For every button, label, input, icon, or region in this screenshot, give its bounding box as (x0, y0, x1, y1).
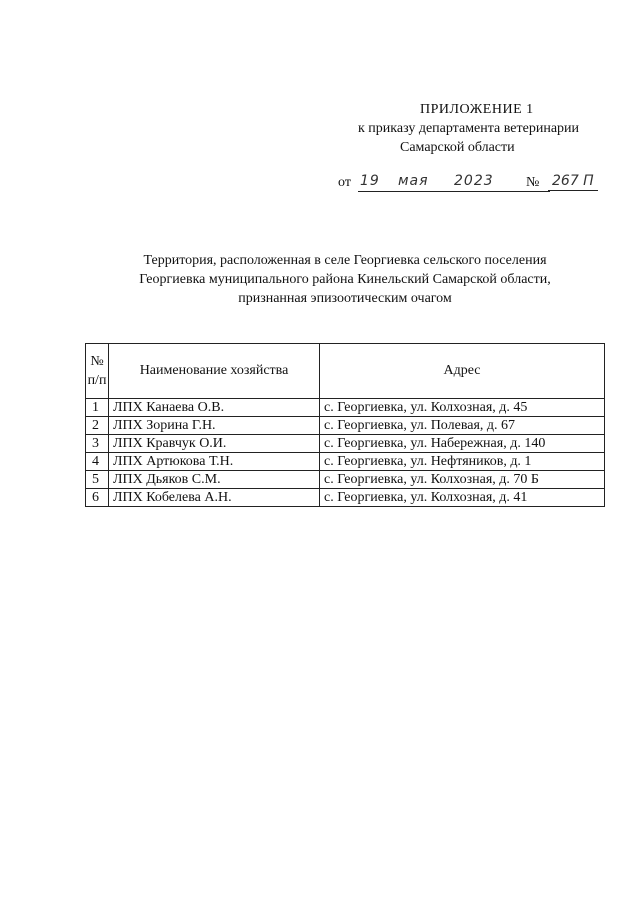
table-row (86, 399, 605, 417)
row-address: с. Георгиевка, ул. Колхозная, д. 70 Б (320, 471, 605, 489)
title-line-2: Георгиевка муниципального района Кинельский Самарской области, (139, 272, 551, 287)
title-line-3: признанная эпизоотическим очагом (238, 291, 452, 306)
row-number: 6 (86, 489, 109, 507)
header-number (86, 344, 109, 399)
header-farm-name: Наименование хозяйства (109, 344, 320, 399)
date-number-line (338, 173, 608, 195)
number-sign: № (526, 175, 540, 190)
header-number-sign: № (90, 354, 104, 369)
row-farm-name: ЛПХ Кобелева А.Н. (109, 489, 320, 507)
row-farm-name: ЛПХ Канаева О.В. (109, 399, 320, 417)
row-address: с. Георгиевка, ул. Полевая, д. 67 (320, 417, 605, 435)
table-row (86, 471, 605, 489)
table-row (86, 417, 605, 435)
farms-table (85, 343, 605, 507)
appendix-order-ref: к приказу департамента ветеринарии (358, 121, 580, 136)
table-row (86, 435, 605, 453)
handwritten-order-number: 267 П (548, 173, 598, 191)
header-number-abbr: п/п (87, 373, 107, 388)
row-number: 5 (86, 471, 109, 489)
document-title (90, 251, 600, 308)
row-farm-name: ЛПХ Зорина Г.Н. (109, 417, 320, 435)
appendix-header (330, 100, 620, 157)
row-farm-name: ЛПХ Артюкова Т.Н. (109, 453, 320, 471)
table-row (86, 489, 605, 507)
handwritten-date-field (358, 173, 550, 192)
title-line-1: Территория, расположенная в селе Георгиевка сельского поселения (143, 253, 547, 268)
header-address: Адрес (320, 344, 605, 399)
row-farm-name: ЛПХ Дьяков С.М. (109, 471, 320, 489)
row-farm-name: ЛПХ Кравчук О.И. (109, 435, 320, 453)
row-address: с. Георгиевка, ул. Набережная, д. 140 (320, 435, 605, 453)
date-day: 19 (360, 173, 380, 189)
row-address: с. Георгиевка, ул. Нефтяников, д. 1 (320, 453, 605, 471)
row-address: с. Георгиевка, ул. Колхозная, д. 41 (320, 489, 605, 507)
row-number: 4 (86, 453, 109, 471)
appendix-title: ПРИЛОЖЕНИЕ 1 (420, 102, 534, 117)
table-header-row (86, 344, 605, 399)
date-year: 2023 (454, 173, 494, 189)
row-number: 1 (86, 399, 109, 417)
appendix-region: Самарской области (400, 140, 515, 155)
table-row (86, 453, 605, 471)
date-month: мая (398, 173, 429, 189)
date-prefix: от (338, 175, 351, 190)
row-number: 2 (86, 417, 109, 435)
row-number: 3 (86, 435, 109, 453)
row-address: с. Георгиевка, ул. Колхозная, д. 45 (320, 399, 605, 417)
